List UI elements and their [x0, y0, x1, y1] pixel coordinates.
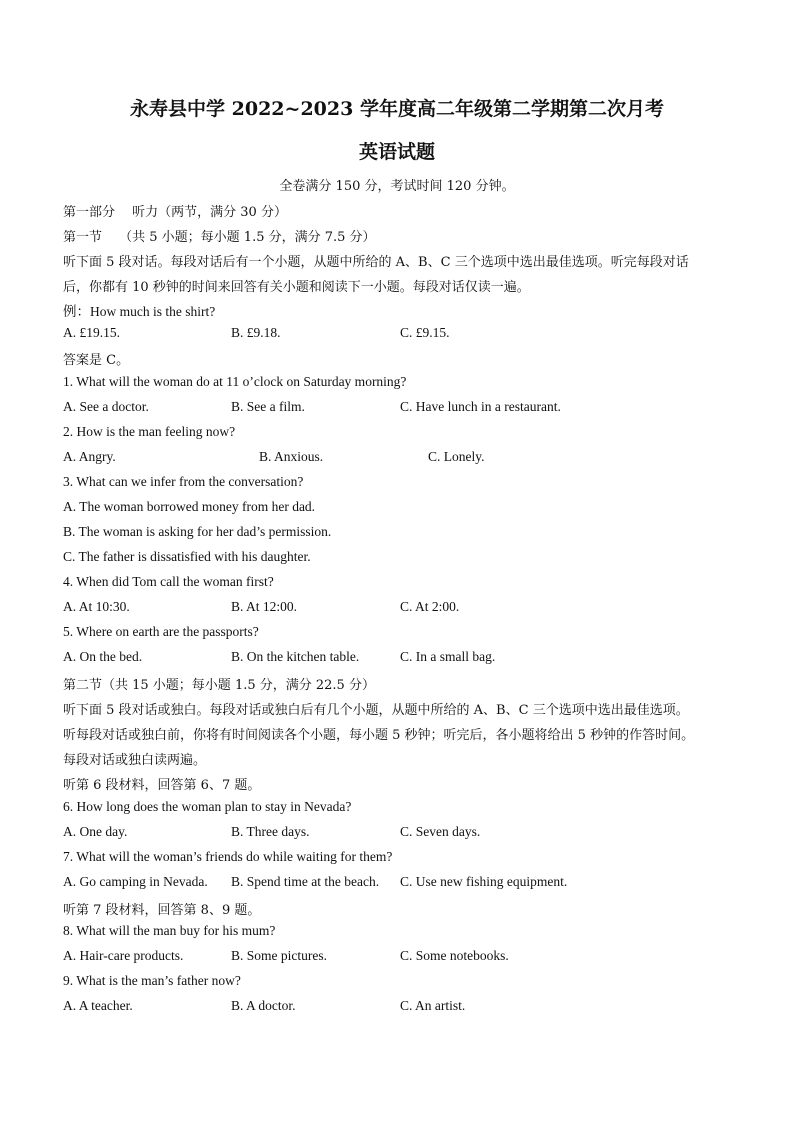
option-c: C. Lonely. — [428, 449, 485, 464]
question: 2. How is the man feeling now? — [63, 424, 236, 439]
instructions-line: 后，你都有 10 秒钟的时间来回答有关小题和阅读下一小题。每段对话仅读一遍。 — [63, 280, 530, 295]
option-c: C. Have lunch in a restaurant. — [400, 399, 561, 414]
exam-title: 永寿县中学 2022~2023 学年度高二年级第二学期第二次月考 — [130, 98, 664, 120]
example-question: 例：How much is the shirt? — [63, 304, 216, 319]
option-c: C. An artist. — [400, 998, 466, 1013]
question: 6. How long does the woman plan to stay in Nevada? — [63, 799, 352, 814]
question: 9. What is the man’s father now? — [63, 973, 241, 988]
part-heading: 第一部分 听力（两节，满分 30 分） — [63, 205, 287, 220]
question: 7. What will the woman’s friends do while waiting for them? — [63, 849, 393, 864]
option-a: A. On the bed. — [63, 649, 143, 664]
option-a: A. Hair-care products. — [63, 948, 184, 963]
option-b: B. Three days. — [231, 824, 310, 839]
question: 1. What will the woman do at 11 o’clock on Saturday morning? — [63, 374, 407, 389]
option-b: B. A doctor. — [231, 998, 296, 1013]
option-b: B. See a film. — [231, 399, 305, 414]
question: 4. When did Tom call the woman first? — [63, 574, 274, 589]
instructions-line: 每段对话或独白读两遍。 — [63, 753, 207, 768]
section-heading: 第二节（共 15 小题；每小题 1.5 分，满分 22.5 分） — [63, 678, 375, 693]
option-a: A. One day. — [63, 824, 128, 839]
option-b: B. At 12:00. — [231, 599, 298, 614]
option-c: C. The father is dissatisfied with his daughter. — [63, 549, 311, 564]
question: 3. What can we infer from the conversation? — [63, 474, 304, 489]
option-b: B. On the kitchen table. — [231, 649, 360, 664]
instructions-line: 听下面 5 段对话或独白。每段对话或独白后有几个小题，从题中所给的 A、B、C 三个选项中选出最佳选项。 — [63, 703, 689, 718]
option-a: A. See a doctor. — [63, 399, 149, 414]
instructions-line: 听每段对话或独白前，你将有时间阅读各个小题，每小题 5 秒钟；听完后，各小题将给出 5 秒钟的作答时间。 — [63, 728, 695, 743]
option-b: B. Some pictures. — [231, 948, 327, 963]
section-heading: 第一节 （共 5 小题；每小题 1.5 分，满分 7.5 分） — [63, 230, 376, 245]
exam-subject: 英语试题 — [358, 141, 435, 163]
option-c: C. Some notebooks. — [400, 948, 509, 963]
example-option-b: B. £9.18. — [231, 325, 281, 340]
option-b: B. Anxious. — [259, 449, 324, 464]
option-c: C. At 2:00. — [400, 599, 460, 614]
example-option-a: A. £19.15. — [63, 325, 120, 340]
option-a: A. A teacher. — [63, 998, 133, 1013]
material-group-heading: 听第 6 段材料，回答第 6、7 题。 — [63, 778, 261, 793]
option-c: C. Seven days. — [400, 824, 481, 839]
example-answer: 答案是 C。 — [63, 353, 130, 368]
option-a: A. Angry. — [63, 449, 116, 464]
material-group-heading: 听第 7 段材料，回答第 8、9 题。 — [63, 903, 261, 918]
option-c: C. Use new fishing equipment. — [400, 874, 568, 889]
option-b: B. The woman is asking for her dad’s permission. — [63, 524, 332, 539]
option-c: C. In a small bag. — [400, 649, 496, 664]
example-option-c: C. £9.15. — [400, 325, 450, 340]
option-a: A. At 10:30. — [63, 599, 130, 614]
option-b: B. Spend time at the beach. — [231, 874, 380, 889]
option-a: A. The woman borrowed money from her dad. — [63, 499, 316, 514]
question: 8. What will the man buy for his mum? — [63, 923, 276, 938]
exam-note: 全卷满分 150 分，考试时间 120 分钟。 — [279, 179, 515, 194]
question: 5. Where on earth are the passports? — [63, 624, 259, 639]
instructions-line: 听下面 5 段对话。每段对话后有一个小题，从题中所给的 A、B、C 三个选项中选出最佳选项。听完每段对话 — [63, 255, 689, 270]
option-a: A. Go camping in Nevada. — [63, 874, 208, 889]
